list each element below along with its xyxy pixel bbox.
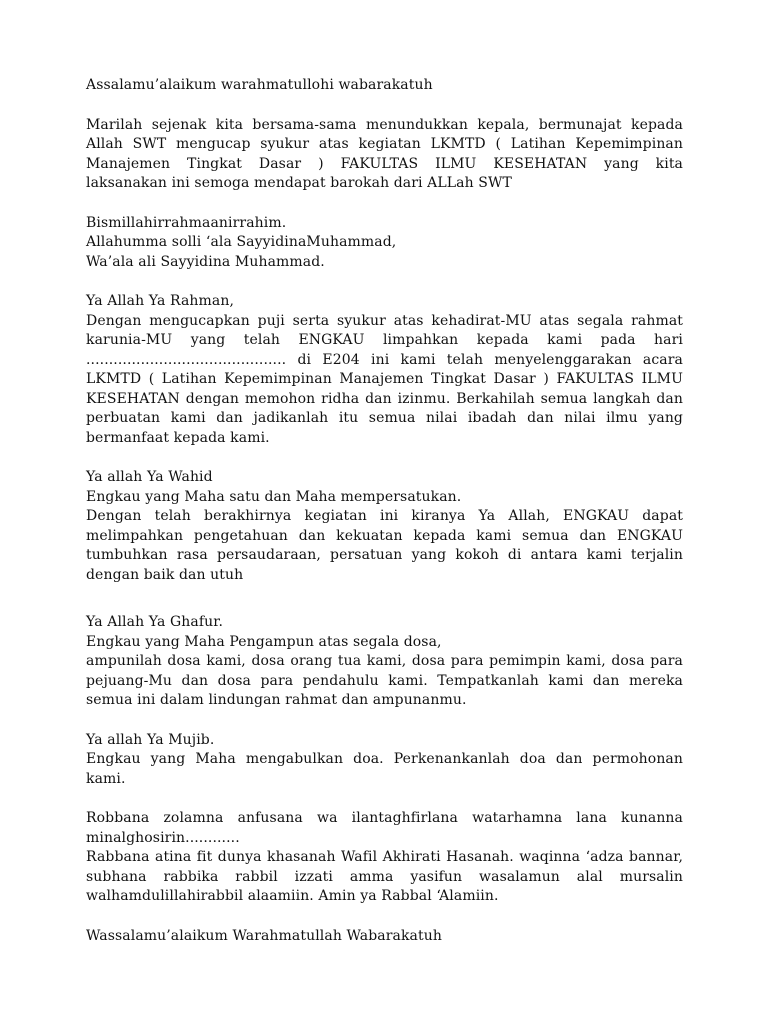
intro-line: laksanakan ini semoga mendapat barokah dari ALLah SWT	[86, 175, 512, 191]
ghafur-line: pejuang-Mu dan dosa para pendahulu kami. Tempatkanlah kami dan mereka	[86, 672, 683, 689]
rahman-line: KESEHATAN dengan memohon ridha dan izinmu. Berkahilah semua langkah dan	[86, 390, 683, 407]
wahid-heading: Ya allah Ya Wahid	[86, 469, 213, 485]
mujib-heading: Ya allah Ya Mujib.	[86, 731, 215, 748]
closing-prayer-paragraph	[86, 809, 683, 907]
rahman-line: karunia-MU yang telah ENGKAU limpahkan kepada kami pada hari	[86, 332, 683, 348]
spacer	[86, 907, 683, 927]
rahman-paragraph	[86, 292, 683, 448]
spacer	[86, 585, 683, 613]
spacer	[86, 194, 683, 214]
wahid-line: melimpahkan pengetahuan dan kekuatan kepada kami semua dan ENGKAU	[86, 527, 683, 544]
ghafur-line: semua ini dalam lindungan rahmat dan ampunanmu.	[86, 692, 467, 708]
closing-prayer-line: Rabbana atina fit dunya khasanah Wafil Akhirati Hasanah. waqinna ‘adza bannar,	[86, 849, 683, 865]
greeting-open: Assalamu’alaikum warahmatullohi wabarakatuh	[86, 77, 433, 93]
spacer	[86, 789, 683, 809]
wahid-line: Engkau yang Maha satu dan Maha mempersatukan.	[86, 488, 462, 505]
closing-prayer-line: minalghosirin............	[86, 829, 240, 846]
closing-prayer-line: walhamdulillahirabbil alaamiin. Amin ya Rabbal ‘Alamiin.	[86, 888, 499, 904]
spacer	[86, 272, 683, 292]
spacer	[86, 448, 683, 468]
mujib-line: kami.	[86, 770, 126, 787]
rahman-line: Dengan mengucapkan puji serta syukur atas kehadirat-MU atas segala rahmat	[86, 312, 683, 329]
intro-line: Allah SWT mengucap syukur atas kegiatan LKMTD ( Latihan Kepemimpinan	[86, 136, 683, 152]
opening-paragraph	[86, 214, 683, 273]
wahid-paragraph	[86, 468, 683, 585]
intro-line: Marilah sejenak kita bersama-sama menundukkan kepala, bermunajat kepada	[86, 116, 683, 133]
ghafur-paragraph	[86, 613, 683, 711]
mujib-paragraph	[86, 731, 683, 790]
wahid-line: Dengan telah berakhirnya kegiatan ini kiranya Ya Allah, ENGKAU dapat	[86, 508, 683, 524]
ghafur-line: Engkau yang Maha Pengampun atas segala dosa,	[86, 633, 442, 650]
intro-line: Manajemen Tingkat Dasar ) FAKULTAS ILMU KESEHATAN yang kita	[86, 155, 683, 172]
wahid-line: dengan baik dan utuh	[86, 566, 244, 583]
closing-prayer-line: subhana rabbika rabbil izzati amma yasifun wasalamun alal mursalin	[86, 868, 683, 885]
greeting-close: Wassalamu’alaikum Warahmatullah Wabarakatuh	[86, 927, 442, 944]
spacer	[86, 711, 683, 731]
opening-line: Allahumma solli ‘ala SayyidinaMuhammad,	[86, 234, 397, 250]
rahman-line: ............................................ di E204 ini kami telah menyelenggarakan acara	[86, 351, 683, 368]
opening-line: Bismillahirrahmaanirrahim.	[86, 214, 287, 231]
intro-paragraph	[86, 116, 683, 194]
rahman-line: LKMTD ( Latihan Kepemimpinan Manajemen Tingkat Dasar ) FAKULTAS ILMU	[86, 371, 683, 387]
rahman-line: bermanfaat kepada kami.	[86, 429, 270, 446]
rahman-heading: Ya Allah Ya Rahman,	[86, 293, 234, 309]
wahid-line: tumbuhkan rasa persaudaraan, persatuan yang kokoh di antara kami terjalin	[86, 547, 683, 563]
closing-prayer-line: Robbana zolamna anfusana wa ilantaghfirlana watarhamna lana kunanna	[86, 810, 683, 826]
ghafur-line: ampunilah dosa kami, dosa orang tua kami, dosa para pemimpin kami, dosa para	[86, 653, 683, 669]
mujib-line: Engkau yang Maha mengabulkan doa. Perkenankanlah doa dan permohonan	[86, 751, 683, 767]
ghafur-heading: Ya Allah Ya Ghafur.	[86, 614, 224, 630]
opening-line: Wa’ala ali Sayyidina Muhammad.	[86, 253, 325, 270]
spacer	[86, 96, 683, 116]
rahman-line: perbuatan kami dan jadikanlah itu semua nilai ibadah dan nilai ilmu yang	[86, 410, 683, 426]
document-page	[86, 76, 683, 946]
